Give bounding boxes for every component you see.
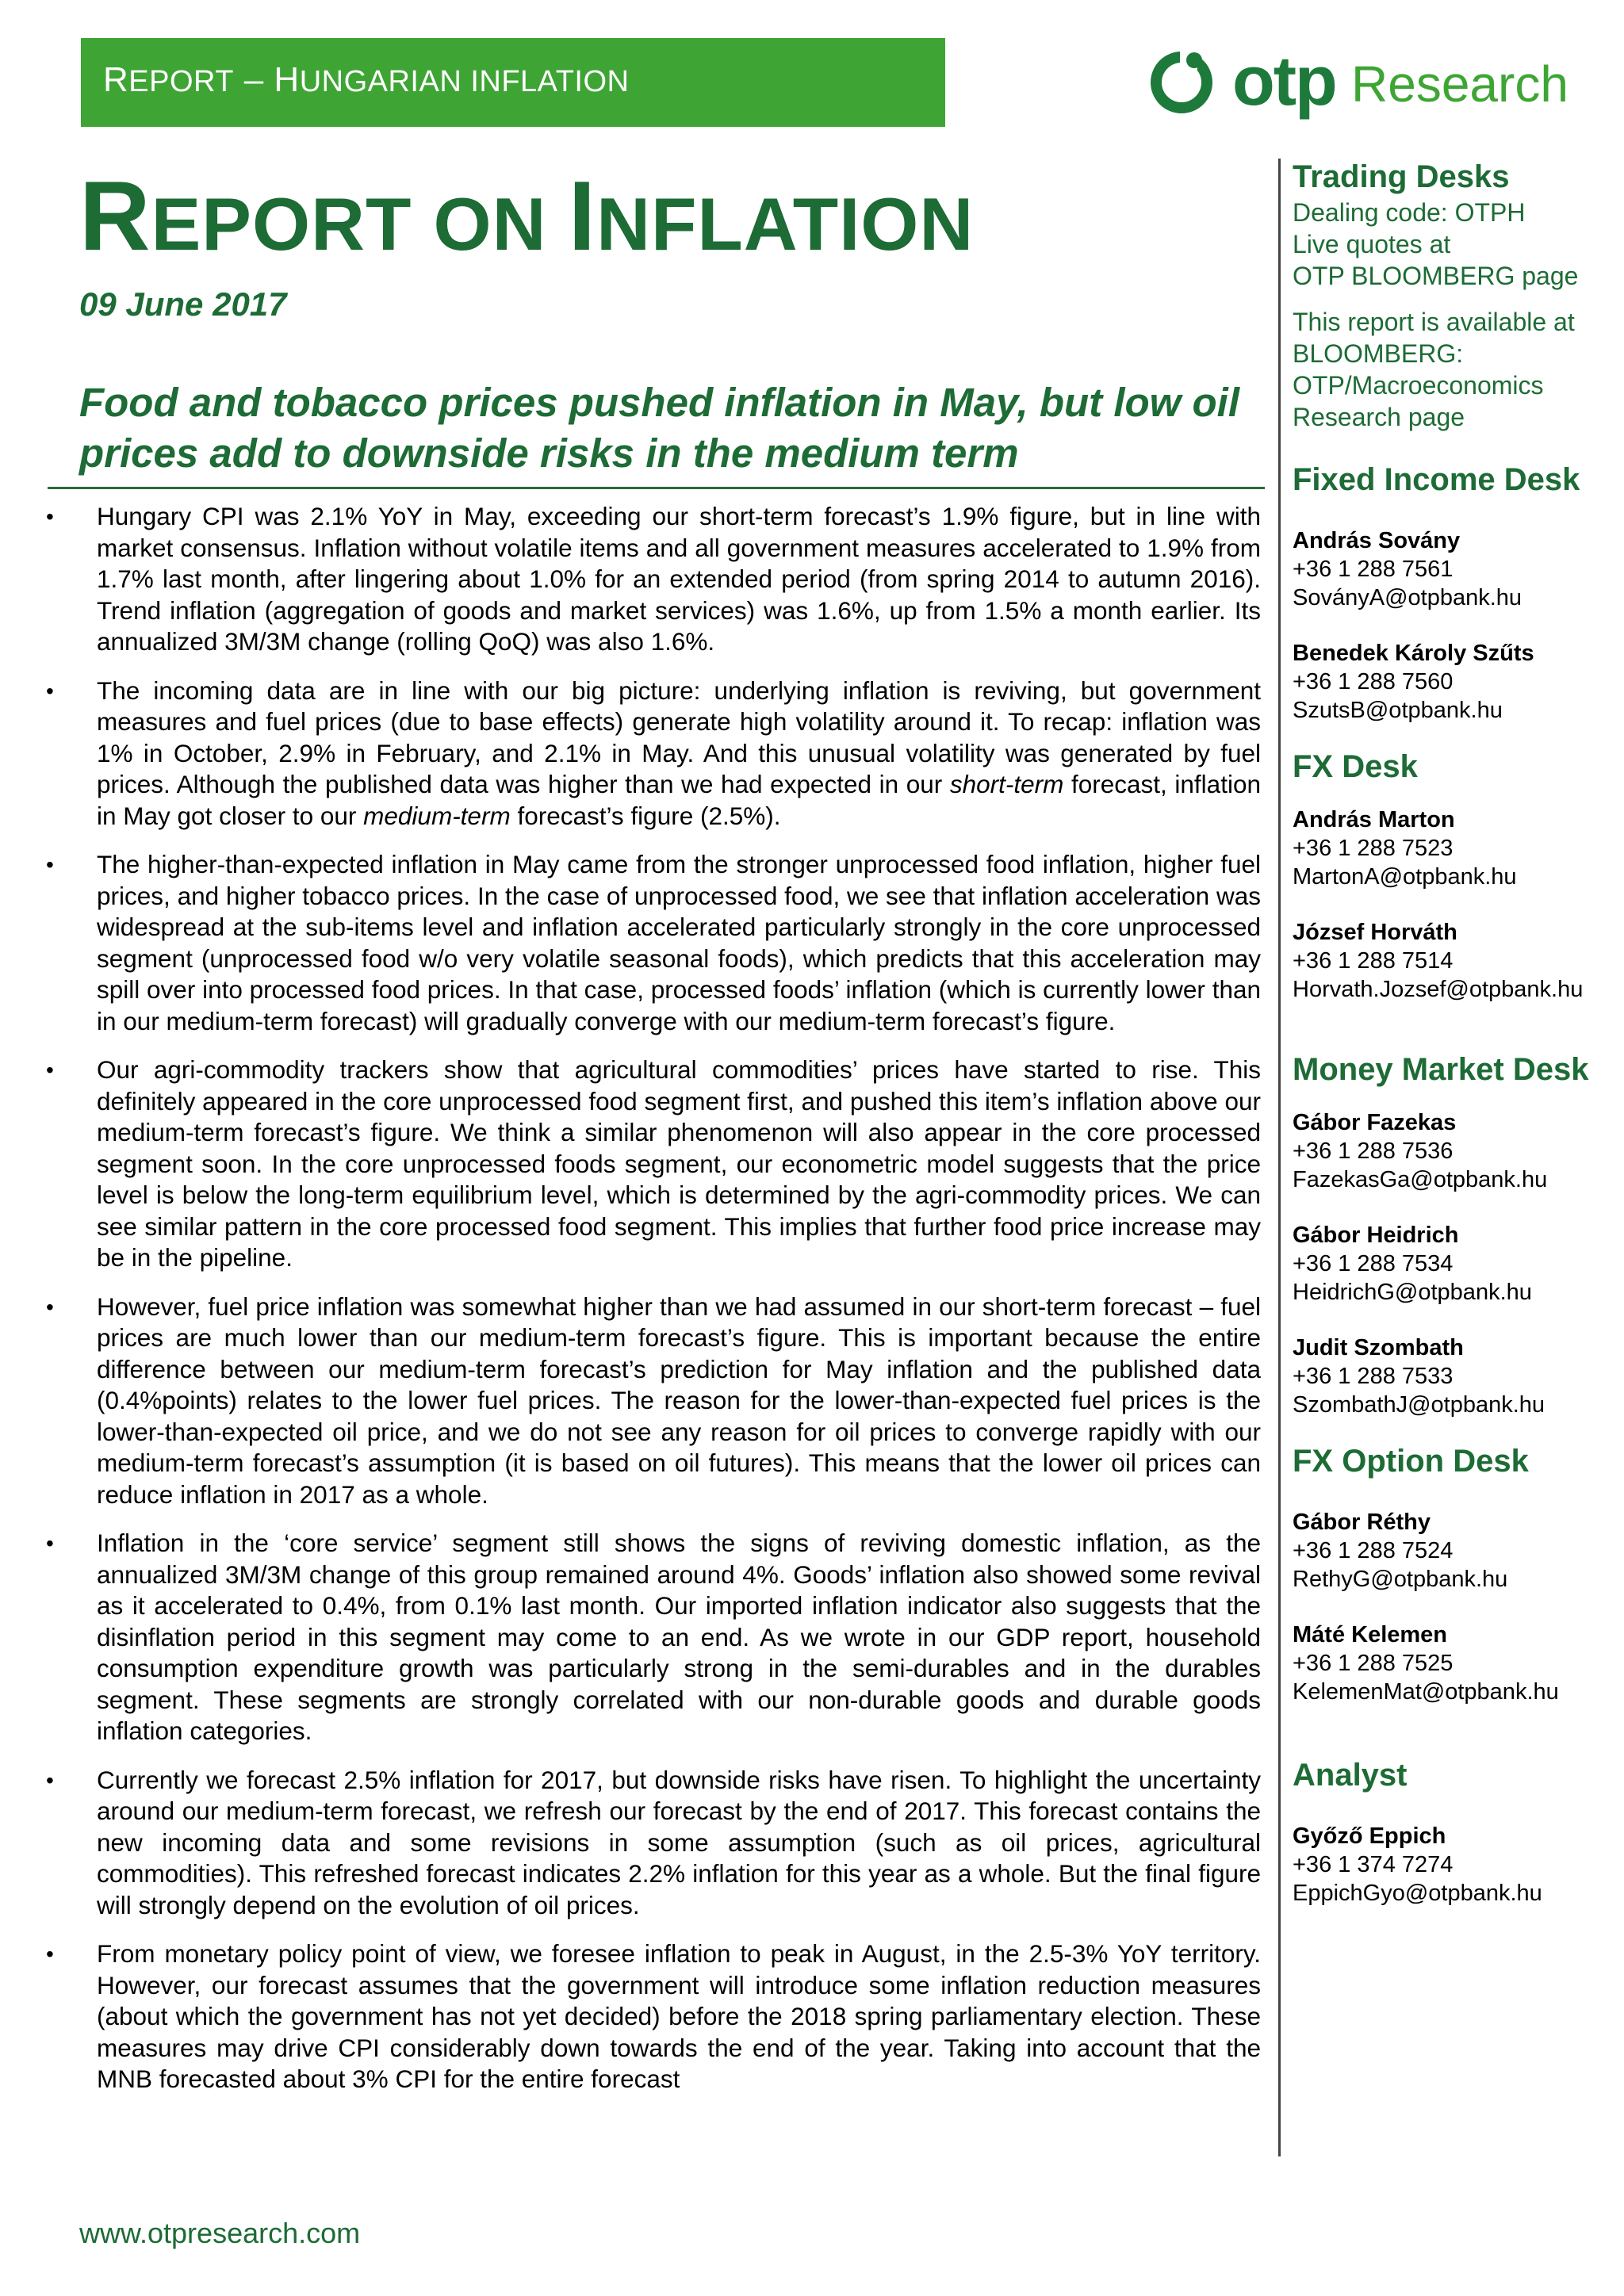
fx-desk-heading: FX Desk (1293, 749, 1418, 784)
availability-line-3: OTP/Macroeconomics (1293, 371, 1544, 400)
contact-name: Gábor Heidrich (1293, 1223, 1459, 1248)
contact-card (1293, 1822, 1618, 1908)
contact-phone: +36 1 288 7533 (1293, 1364, 1454, 1389)
contact-name: József Horváth (1293, 920, 1457, 945)
contact-name: Máté Kelemen (1293, 1622, 1448, 1647)
contact-email[interactable]: FazekasGa@otpbank.hu (1293, 1167, 1548, 1192)
page-title (79, 162, 975, 276)
bullet-big-picture (0, 675, 1261, 832)
contact-card (1293, 1108, 1618, 1194)
brand-research: Research (1351, 55, 1568, 113)
contact-email[interactable]: SzombathJ@otpbank.hu (1293, 1392, 1545, 1418)
contact-card (1293, 918, 1618, 1004)
analyst-section (1293, 1755, 1618, 1908)
money-market-heading: Money Market Desk (1293, 1052, 1589, 1087)
dealing-code: Dealing code: OTPH (1293, 198, 1526, 227)
report-bullet-list (0, 501, 1261, 2113)
contact-phone: +36 1 288 7514 (1293, 948, 1454, 974)
availability-line-4: Research page (1293, 403, 1465, 431)
contact-phone: +36 1 288 7525 (1293, 1651, 1454, 1676)
bullet-cpi-may: • Hungary CPI was 2.1% YoY in May, exceeding our short-term forecast’s 1.9% figure, but in line with market consensus. Inflation without volatile items and all government measures accelerated to 1.9% from 1.7% last month, after lingering about 1.0% for an extended period (from spring 2014 to autumn 2016). Trend inflation (aggregation of goods and market services) was 1.6%, up from 1.5% a month earlier. Its annualized 3M/3M change (rolling QoQ) was also 1.6%. (0, 501, 1261, 658)
title-eport-on: EPORT ON (151, 182, 569, 266)
contact-email[interactable]: MartonA@otpbank.hu (1293, 864, 1517, 890)
bullet-forecast-2017: • Currently we forecast 2.5% inflation for 2017, but downside risks have risen. To highlight the uncertainty around our medium-term forecast, we refresh our forecast by the end of 2017. This forecast contains the new incoming data and some revisions in some assumption (such as oil prices, agricultural commodities). This refreshed forecast indicates 2.2% inflation for this year as a whole. But the final figure will strongly depend on the evolution of oil prices. (0, 1765, 1261, 1922)
title-nflation: NFLATION (596, 182, 975, 266)
report-date: 09 June 2017 (79, 285, 287, 323)
contacts-sidebar (1293, 157, 1618, 1908)
banner-word-rest: UNGARIAN INFLATION (299, 65, 630, 98)
report-subtitle: Food and tobacco prices pushed inflation in May, but low oil prices add to downside risks in the medium term (79, 380, 1239, 476)
banner-letter-r: R (103, 60, 129, 99)
contact-phone: +36 1 288 7523 (1293, 836, 1454, 861)
contact-card (1293, 1334, 1618, 1419)
bullet-big-picture-e: forecast’s figure (2.5%). (510, 801, 781, 830)
analyst-heading: Analyst (1293, 1758, 1408, 1793)
contact-name: András Marton (1293, 807, 1455, 832)
contact-card (1293, 1221, 1618, 1307)
banner-letter-h: H (274, 60, 300, 99)
contact-email[interactable]: RethyG@otpbank.hu (1293, 1567, 1508, 1592)
contact-email[interactable]: SzutsB@otpbank.hu (1293, 698, 1503, 723)
fixed-income-heading: Fixed Income Desk (1293, 462, 1580, 497)
contact-email[interactable]: HeidrichG@otpbank.hu (1293, 1280, 1532, 1305)
title-r: R (79, 162, 151, 271)
availability-line-2: BLOOMBERG: (1293, 339, 1464, 368)
contact-phone: +36 1 288 7534 (1293, 1251, 1454, 1276)
contact-card (1293, 1621, 1618, 1706)
sidebar-divider (1278, 159, 1281, 2156)
contact-phone: +36 1 288 7524 (1293, 1538, 1454, 1563)
bullet-big-picture-a: The incoming data are in line with our big picture: underlying inflation is reviving, but government measures and fuel prices (due to base effects) generate high volatility around it. To recap: inflation was 1% in October, 2.9% in February, and 2.1% in May. And this unusual volatility was generated by fuel prices. Although the published data was higher than we had expected in our (97, 675, 1261, 798)
brand-otp: otp (1232, 41, 1336, 120)
contact-name: Győző Eppich (1293, 1823, 1446, 1849)
banner-word-eport: EPORT (128, 65, 234, 98)
contact-card (1293, 1508, 1618, 1594)
contact-email[interactable]: Horvath.Jozsef@otpbank.hu (1293, 977, 1584, 1002)
bullet-big-picture-b: short-term (949, 770, 1064, 798)
fx-option-section (1293, 1441, 1618, 1706)
contact-phone: +36 1 288 7560 (1293, 669, 1454, 695)
trading-desks-section (1293, 157, 1618, 433)
contact-email[interactable]: SoványA@otpbank.hu (1293, 585, 1522, 610)
report-type-banner (81, 38, 945, 127)
trading-desks-heading: Trading Desks (1293, 159, 1510, 194)
contact-name: Judit Szombath (1293, 1335, 1464, 1360)
bullet-big-picture-c: forecast, inflation in May got closer to our (97, 770, 1261, 830)
contact-name: Benedek Károly Szűts (1293, 641, 1534, 666)
contact-name: András Sovány (1293, 528, 1461, 553)
otp-logo-icon (1148, 44, 1221, 117)
live-quotes: Live quotes at (1293, 230, 1451, 258)
contact-phone: +36 1 288 7536 (1293, 1138, 1454, 1164)
contact-email[interactable]: EppichGyo@otpbank.hu (1293, 1881, 1542, 1906)
contact-card (1293, 806, 1618, 891)
footer-website-link[interactable]: www.otpresearch.com (79, 2217, 361, 2249)
bullet-unprocessed-food: • The higher-than-expected inflation in May came from the stronger unprocessed food inflation, higher fuel prices, and higher tobacco prices. In the case of unprocessed food, we see that inflation acceleration was widespread at the sub-items level and inflation accelerated particularly strongly in the core unprocessed segment (unprocessed food w/o very volatile seasonal foods), which predicts that this acceleration may spill over into processed food prices. In that case, processed foods’ inflation (which is currently lower than in our medium-term forecast) will gradually converge with our medium-term forecast’s figure. (0, 849, 1261, 1037)
contact-card (1293, 526, 1618, 612)
fx-option-heading: FX Option Desk (1293, 1444, 1529, 1479)
contact-email[interactable]: KelemenMat@otpbank.hu (1293, 1679, 1559, 1705)
fixed-income-section (1293, 460, 1618, 725)
title-i: I (568, 162, 597, 271)
contact-card (1293, 639, 1618, 725)
bullet-core-service: • Inflation in the ‘core service’ segment still shows the signs of reviving domestic inflation, as the annualized 3M/3M change of this group remained around 4%. Goods’ inflation also showed some revival as it accelerated to 0.4%, from 0.1% last month. Our imported inflation indicator also suggests that the disinflation period in this segment may come to an end. As we wrote in our GDP report, household consumption expenditure growth was particularly strong in the semi-durables and in the durables segment. These segments are strongly correlated with our non-durable goods and durable goods inflation categories. (0, 1528, 1261, 1747)
contact-phone: +36 1 288 7561 (1293, 557, 1454, 582)
availability-line-1: This report is available at (1293, 308, 1575, 336)
bloomberg-page: OTP BLOOMBERG page (1293, 262, 1579, 290)
banner-dash: – (234, 60, 274, 99)
fx-desk-section (1293, 747, 1618, 1004)
bullet-agri-commodity: • Our agri-commodity trackers show that agricultural commodities’ prices have started to rise. This definitely appeared in the core unprocessed food segment first, and pushed this item’s inflation above our medium-term forecast’s figure. We think a similar phenomenon will also appear in the core processed segment soon. In the core unprocessed foods segment, our econometric model suggests that the price level is below the long-term equilibrium level, which is determined by the agri-commodity prices. We can see similar pattern in the core processed food segment. This implies that further food price increase may be in the pipeline. (0, 1054, 1261, 1274)
header-divider (48, 487, 1265, 489)
money-market-section (1293, 1050, 1618, 1419)
contact-name: Gábor Réthy (1293, 1510, 1431, 1535)
bullet-fuel-price: • However, fuel price inflation was somewhat higher than we had assumed in our short-term forecast – fuel prices are much lower than our medium-term forecast’s figure. This is important because the entire difference between our medium-term forecast’s prediction for May inflation and the published data (0.4%points) relates to the lower fuel prices. The reason for the lower-than-expected fuel prices is the lower-than-expected oil price, and we do not see any reason for oil prices to converge rapidly with our medium-term forecast’s assumption (it is based on oil futures). This means that the lower oil prices can reduce inflation in 2017 as a whole. (0, 1292, 1261, 1511)
bullet-monetary-policy: • From monetary policy point of view, we foresee inflation to peak in August, in the 2.5-3% YoY territory. However, our forecast assumes that the government will introduce some inflation reduction measures (about which the government has not yet decided) before the 2018 spring parliamentary election. These measures may drive CPI considerably down towards the end of the year. Taking into account that the MNB forecasted about 3% CPI for the entire forecast (0, 1938, 1261, 2095)
contact-phone: +36 1 374 7274 (1293, 1852, 1454, 1877)
contact-name: Gábor Fazekas (1293, 1110, 1457, 1135)
otp-research-logo (1148, 41, 1568, 121)
bullet-big-picture-d: medium-term (363, 801, 511, 830)
